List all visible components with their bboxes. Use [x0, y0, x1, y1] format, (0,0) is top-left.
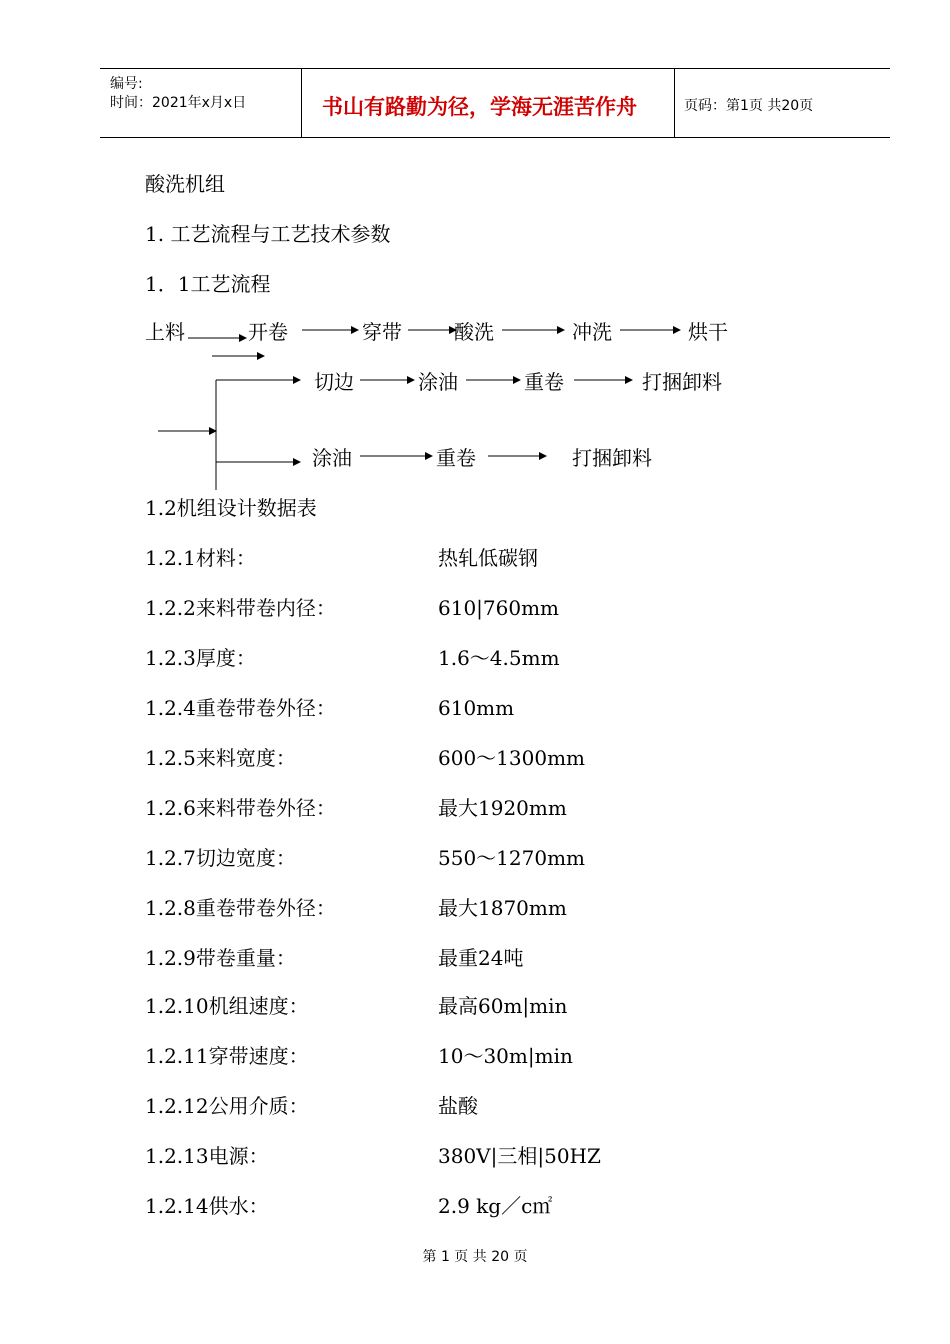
document-time-label: 时间：2021年x月x日 [110, 95, 247, 111]
flow-step: 涂油 [418, 370, 458, 394]
flow-step: 涂油 [312, 446, 352, 470]
param-value: 最大1870mm [438, 896, 567, 920]
param-value: 550～1270mm [438, 846, 586, 870]
param-label: 1.2.4重卷带卷外径： [145, 696, 336, 720]
flow-step: 上料 [145, 320, 185, 344]
param-label: 1.2.10机组速度： [145, 994, 309, 1018]
flow-step: 穿带 [362, 320, 402, 344]
flow-step: 重卷 [436, 446, 476, 470]
flow-step: 开卷 [248, 320, 288, 344]
page-footer: 第 1 页 共 20 页 [422, 1249, 528, 1265]
param-label: 1.2.1材料： [145, 546, 256, 570]
document-number-label: 编号: [110, 76, 143, 92]
subsection-heading: 1.2机组设计数据表 [145, 496, 317, 520]
param-label: 1.2.14供水： [145, 1194, 269, 1218]
param-label: 1.2.6来料带卷外径： [145, 796, 336, 820]
param-value: 最重24吨 [438, 946, 524, 970]
param-value: 2.9 kg／c㎡ [438, 1194, 553, 1218]
param-value: 10～30m|min [438, 1044, 573, 1068]
param-label: 1.2.3厚度： [145, 646, 256, 670]
param-value: 热轧低碳钢 [438, 546, 538, 570]
param-value: 600～1300mm [438, 746, 586, 770]
param-value: 610|760mm [438, 596, 560, 620]
flow-step: 烘干 [688, 320, 728, 344]
param-label: 1.2.5来料宽度： [145, 746, 296, 770]
process-flow-diagram [0, 0, 950, 500]
param-value: 1.6～4.5mm [438, 646, 560, 670]
param-label: 1.2.13电源： [145, 1144, 269, 1168]
subsection-heading: 1．1工艺流程 [145, 272, 271, 296]
param-value: 610mm [438, 696, 515, 720]
param-value: 最大1920mm [438, 796, 567, 820]
header-motto: 书山有路勤为径，学海无涯苦作舟 [322, 95, 637, 119]
param-label: 1.2.12公用介质： [145, 1094, 309, 1118]
flow-step: 打捆卸料 [572, 446, 652, 470]
param-value: 盐酸 [438, 1094, 478, 1118]
param-label: 1.2.8重卷带卷外径： [145, 896, 336, 920]
param-label: 1.2.9带卷重量： [145, 946, 296, 970]
param-label: 1.2.11穿带速度： [145, 1044, 309, 1068]
flow-step: 冲洗 [572, 320, 612, 344]
section-heading: 1. 工艺流程与工艺技术参数 [145, 222, 391, 246]
param-value: 380V|三相|50HZ [438, 1144, 601, 1168]
flow-step: 打捆卸料 [642, 370, 722, 394]
param-label: 1.2.7切边宽度： [145, 846, 296, 870]
header-page-indicator: 页码：第1页 共20页 [684, 98, 814, 114]
flow-step: 重卷 [524, 370, 564, 394]
flow-step: 切边 [314, 370, 354, 394]
document-title: 酸洗机组 [145, 172, 225, 196]
param-value: 最高60m|min [438, 994, 568, 1018]
flow-step: 酸洗 [454, 320, 494, 344]
param-label: 1.2.2来料带卷内径： [145, 596, 336, 620]
